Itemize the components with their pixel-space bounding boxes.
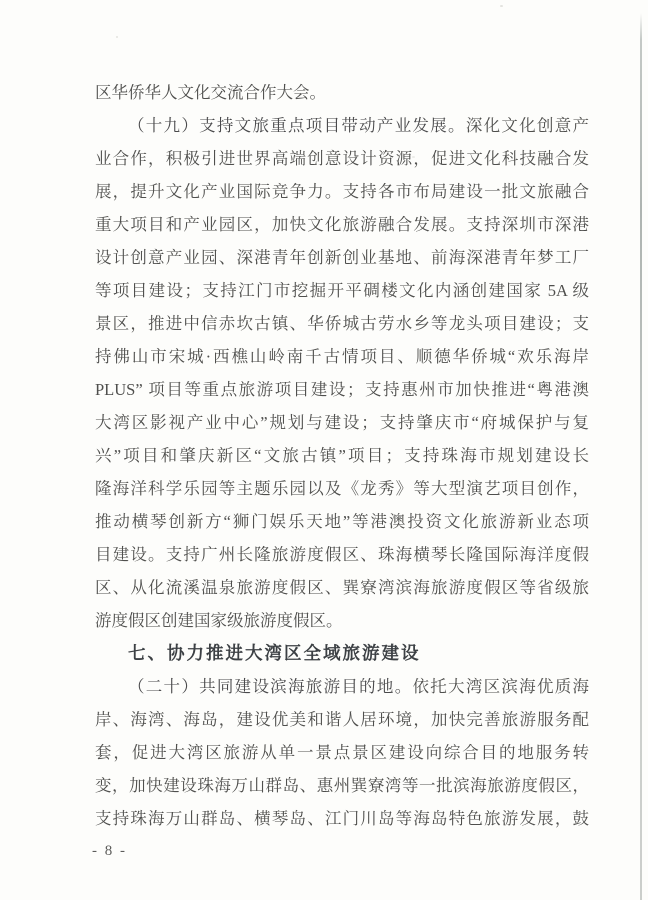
scan-speckle [116, 36, 118, 38]
document-line: 兴”项目和肇庆新区“文旅古镇”项目；支持珠海市规划建设长 [95, 446, 589, 465]
text-segment-body: 深化文化创意产 [465, 116, 589, 135]
page-number: - 8 - [92, 843, 127, 859]
document-line: 大湾区影视产业中心”规划与建设；支持肇庆市“府城保护与复 [95, 413, 589, 432]
document-line: 推动横琴创新方“狮门娱乐天地”等港澳投资文化旅游新业态项 [95, 512, 589, 531]
document-line: 区、从化流溪温泉旅游度假区、巽寮湾滨海旅游度假区等省级旅 [95, 578, 589, 597]
document-line: 区华侨华人文化交流合作大会。 [95, 83, 326, 102]
document-line: 等项目建设；支持江门市挖掘开平碉楼文化内涵创建国家 5A 级 [95, 281, 589, 300]
text-segment-kaiti: （二十）共同建设滨海旅游目的地。 [128, 677, 413, 696]
document-line: 支持珠海万山群岛、横琴岛、江门川岛等海岛特色旅游发展，鼓 [95, 809, 589, 828]
document-line: 目建设。支持广州长隆旅游度假区、珠海横琴长隆国际海洋度假 [95, 545, 589, 564]
document-line: 设计创意产业园、深港青年创新创业基地、前海深港青年梦工厂 [95, 248, 589, 267]
scan-speckle [500, 5, 503, 7]
document-line: PLUS” 项目等重点旅游项目建设；支持惠州市加快推进“粤港澳 [95, 380, 589, 399]
text-segment-body: 依托大湾区滨海优质海 [412, 677, 589, 696]
document-line: 展，提升文化产业国际竞争力。支持各市布局建设一批文旅融合 [95, 182, 589, 201]
document-line [95, 109, 589, 142]
text-segment-kaiti: （十九）支持文旅重点项目带动产业发展。 [128, 116, 466, 135]
document-line: 重大项目和产业园区，加快文化旅游融合发展。支持深圳市深港 [95, 215, 589, 234]
document-line: 岸、海湾、海岛，建设优美和谐人居环境，加快完善旅游服务配 [95, 710, 589, 729]
scan-edge-line [640, 13, 642, 900]
document-line: 业合作，积极引进世界高端创意设计资源，促进文化科技融合发 [95, 149, 589, 168]
document-line: 套，促进大湾区旅游从单一景点景区建设向综合目的地服务转 [95, 743, 589, 762]
document-line: 变，加快建设珠海万山群岛、惠州巽寮湾等一批滨海旅游度假区， [95, 776, 589, 795]
document-line: 景区，推进中信赤坎古镇、华侨城古劳水乡等龙头项目建设；支 [95, 314, 589, 333]
document-line: 持佛山市宋城·西樵山岭南千古情项目、顺德华侨城“欢乐海岸 [95, 347, 589, 366]
text-block [95, 76, 589, 835]
document-line: 游度假区创建国家级旅游度假区。 [95, 611, 343, 630]
document-line: 隆海洋科学乐园等主题乐园以及《龙秀》等大型演艺项目创作， [95, 479, 589, 498]
document-line [95, 670, 589, 703]
section-heading: 七、协力推进大湾区全域旅游建设 [128, 643, 421, 663]
